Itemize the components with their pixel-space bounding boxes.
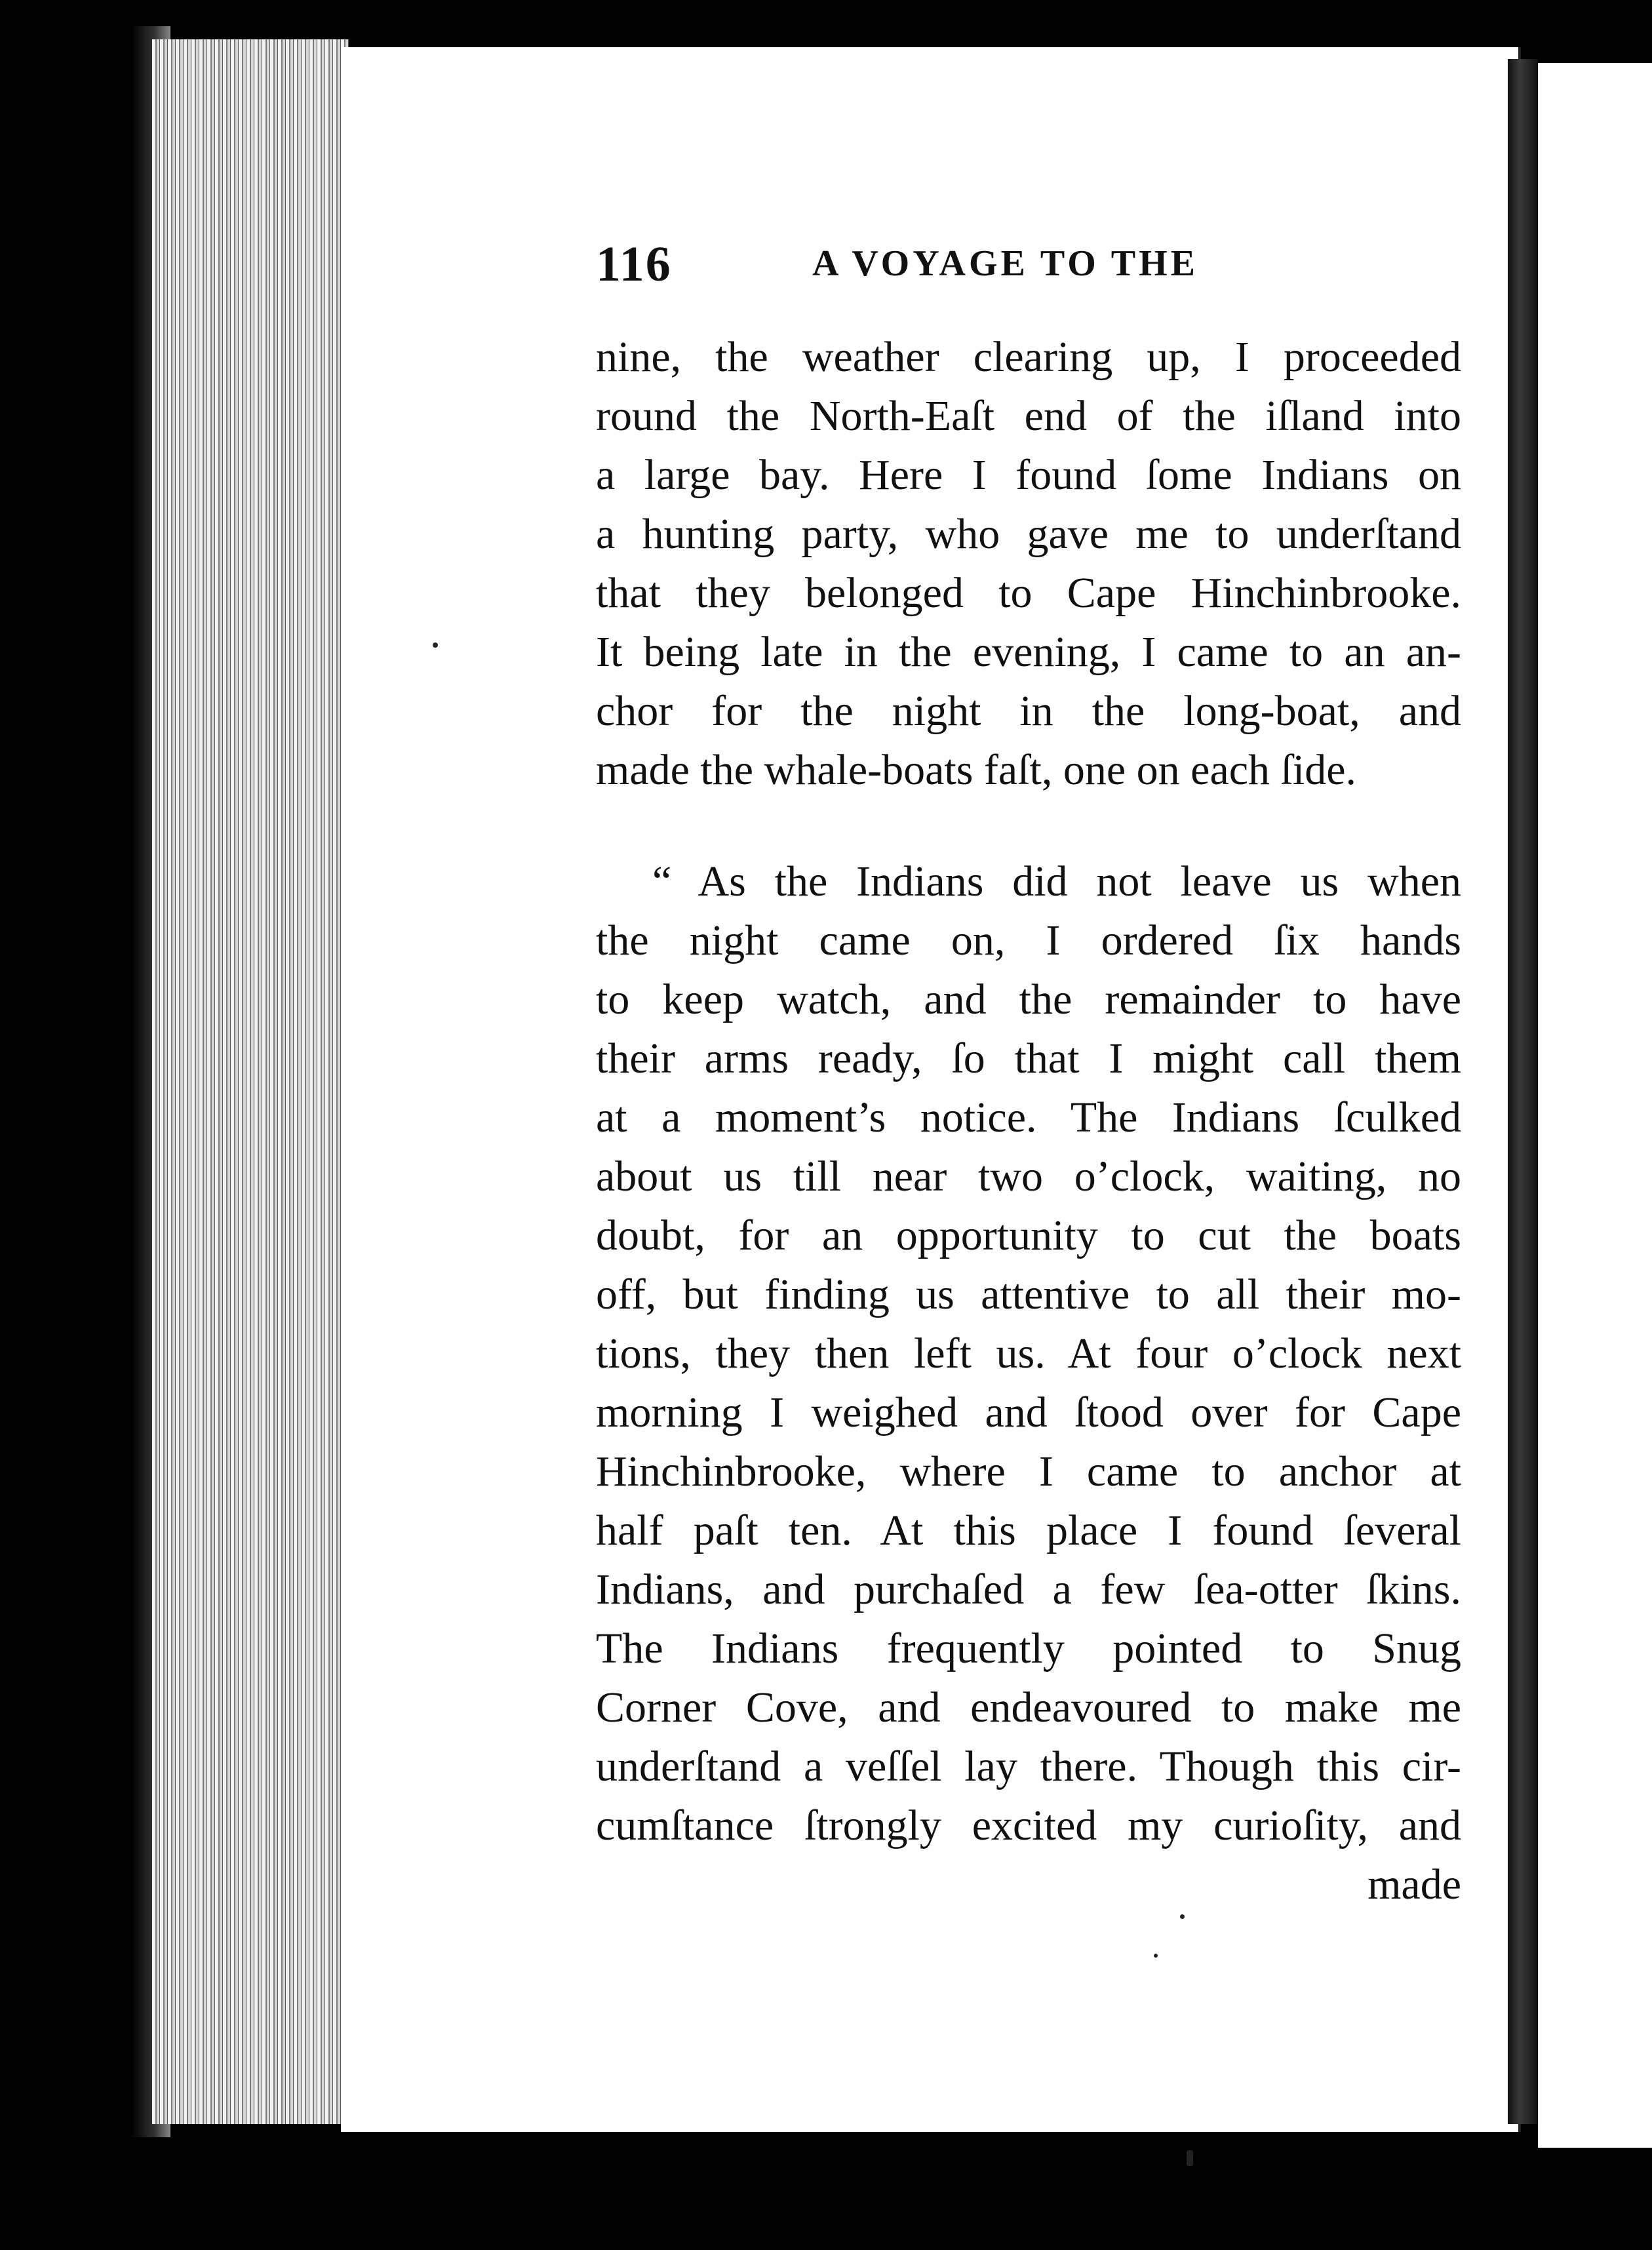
text-line: the night came on, I ordered ſix hands <box>596 917 1461 964</box>
text-line: The Indians frequently pointed to Snug <box>596 1625 1461 1672</box>
text-line: their arms ready, ſo that I might call them <box>596 1035 1461 1082</box>
page-edge-stack <box>152 39 349 2124</box>
text-line: It being late in the evening, I came to an an- <box>596 628 1461 676</box>
text-line: a hunting party, who gave me to underſtand <box>596 510 1461 558</box>
speck <box>1154 1954 1158 1958</box>
text-line: off, but finding us attentive to all their mo- <box>596 1271 1461 1318</box>
text-line: “ As the Indians did not leave us when <box>652 858 1461 905</box>
text-line: morning I weighed and ſtood over for Cape <box>596 1389 1461 1436</box>
text-line: at a moment’s notice. The Indians ſculked <box>596 1094 1461 1141</box>
text-line: nine, the weather clearing up, I proceeded <box>596 333 1461 381</box>
text-line: Hinchinbrooke, where I came to anchor at <box>596 1448 1461 1495</box>
text-line: that they belonged to Cape Hinchinbrooke. <box>596 569 1461 617</box>
speck <box>433 642 438 648</box>
speck <box>1187 2150 1193 2166</box>
catchword: made <box>1367 1861 1461 1908</box>
text-line: underſtand a veſſel lay there. Though this cir- <box>596 1743 1461 1790</box>
text-line: chor for the night in the long-boat, and <box>596 687 1461 735</box>
running-head-title: A VOYAGE TO THE <box>812 243 1199 284</box>
running-head <box>596 236 1461 295</box>
text-line: a large bay. Here I found ſome Indians on <box>596 451 1461 499</box>
text-line: half paſt ten. At this place I found ſeveral <box>596 1507 1461 1554</box>
text-line: about us till near two o’clock, waiting, no <box>596 1153 1461 1200</box>
facing-page <box>1538 63 1652 2148</box>
text-line: round the North-Eaſt end of the iſland into <box>596 392 1461 440</box>
text-line: cumſtance ſtrongly excited my curioſity, and <box>596 1802 1461 1849</box>
text-line: doubt, for an opportunity to cut the boats <box>596 1212 1461 1259</box>
text-line: made the whale-boats faſt, one on each ſide. <box>596 746 1357 794</box>
page-number: 116 <box>596 237 672 292</box>
book-gutter <box>1508 59 1538 2124</box>
text-line: to keep watch, and the remainder to have <box>596 976 1461 1023</box>
text-line: tions, they then left us. At four o’clock next <box>596 1330 1461 1377</box>
text-line: Corner Cove, and endeavoured to make me <box>596 1684 1461 1731</box>
text-line: Indians, and purchaſed a few ſea-otter ſkins. <box>596 1566 1461 1613</box>
speck <box>1180 1914 1185 1919</box>
